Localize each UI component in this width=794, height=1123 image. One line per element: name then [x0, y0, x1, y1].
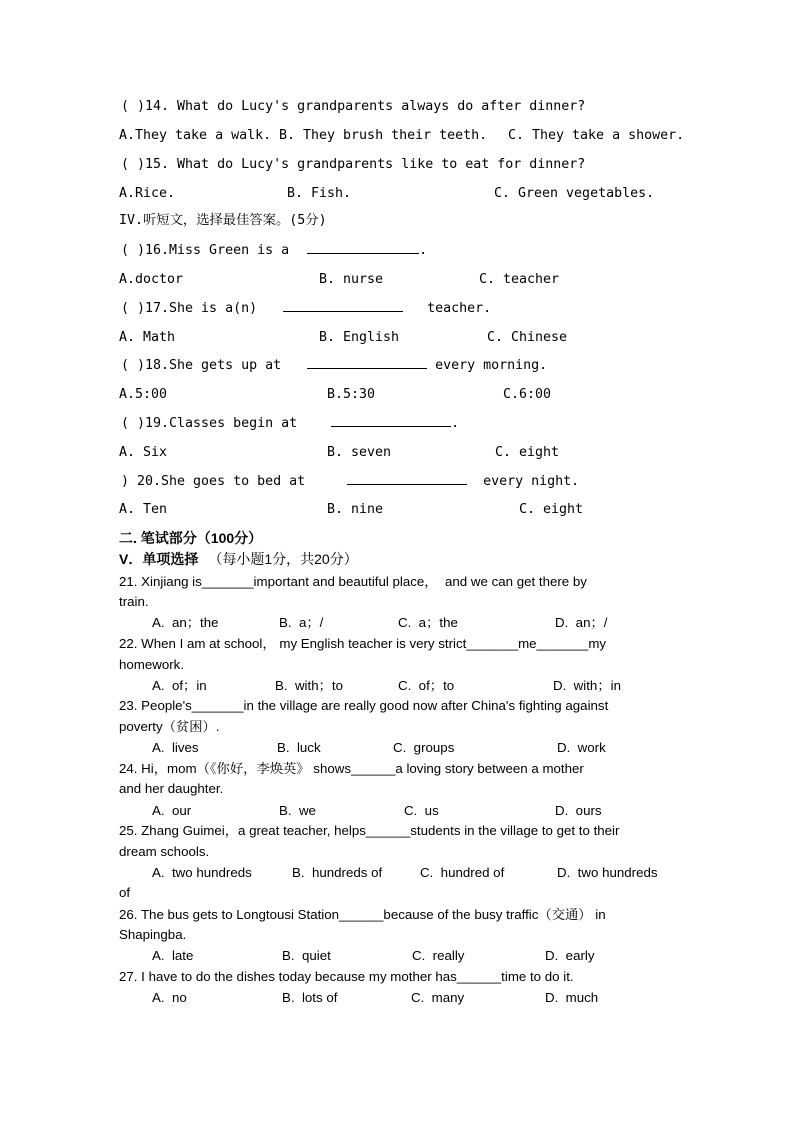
question-15-option-a: A.Rice. — [119, 186, 176, 201]
question-26-option-b: B. quiet — [282, 948, 331, 963]
question-26-option-c: C. really — [412, 948, 465, 963]
question-23-option-c: C. groups — [393, 740, 455, 755]
question-23-option-d: D. work — [557, 740, 606, 755]
question-18-option-a: A.5:00 — [119, 387, 168, 402]
question-25-line-1: 25. Zhang Guimei，a great teacher, helps______students in the village to get to their — [119, 823, 620, 838]
question-25-option-d: D. two hundreds — [557, 865, 658, 880]
question-17-end: teacher. — [427, 301, 492, 316]
question-19-stem — [121, 417, 459, 430]
question-19-end: . — [451, 416, 460, 431]
question-15-stem: ( )15. What do Lucy's grandparents like to eat for dinner? — [121, 157, 586, 172]
question-25-option-c: C. hundred of — [420, 865, 505, 880]
question-15-option-c: C. Green vegetables. — [494, 186, 655, 201]
question-22-option-b: B. with；to — [275, 678, 343, 693]
section-5-note: （每小题1分，共20分） — [208, 551, 358, 567]
question-20-end: every night. — [483, 474, 580, 489]
question-16-end: . — [419, 243, 428, 258]
question-16-text: ( )16.Miss Green is a — [121, 243, 290, 258]
question-25-option-a: A. two hundreds — [152, 865, 252, 880]
question-14-stem: ( )14. What do Lucy's grandparents always do after dinner? — [121, 99, 586, 114]
question-21-option-d: D. an；/ — [555, 615, 608, 630]
question-26-option-d: D. early — [545, 948, 595, 963]
question-16-option-b: B. nurse — [319, 272, 384, 287]
question-14-option-a: A.They take a walk. — [119, 128, 272, 143]
question-25-line-2: dream schools. — [119, 844, 210, 859]
section-5-title-line — [119, 552, 358, 566]
answer-blank — [307, 252, 419, 254]
question-18-option-c: C.6:00 — [503, 387, 552, 402]
question-19-option-c: C. eight — [495, 445, 560, 460]
question-24-option-a: A. our — [152, 803, 192, 818]
question-18-text: ( )18.She gets up at — [121, 358, 282, 373]
question-27-line-1: 27. I have to do the dishes today because my mother has______time to do it. — [119, 969, 574, 984]
question-24-line-2: and her daughter. — [119, 781, 224, 796]
answer-blank — [331, 425, 451, 427]
question-14-option-b: B. They brush their teeth. — [279, 128, 488, 143]
question-23-option-a: A. lives — [152, 740, 199, 755]
question-23-line-1: 23. People's_______in the village are really good now after China's fighting against — [119, 698, 609, 713]
answer-blank — [307, 367, 427, 369]
question-20-option-a: A. Ten — [119, 502, 168, 517]
question-21-option-c: C. a；the — [398, 615, 458, 630]
question-17-option-c: C. Chinese — [487, 330, 568, 345]
question-27-option-a: A. no — [152, 990, 187, 1005]
question-24-option-c: C. us — [404, 803, 439, 818]
section-4-title: IV.听短文，选择最佳答案。(5分) — [119, 213, 327, 228]
question-17-option-a: A. Math — [119, 330, 176, 345]
question-19-option-a: A. Six — [119, 445, 168, 460]
question-16-stem — [121, 244, 427, 257]
question-21-option-a: A. an；the — [152, 615, 219, 630]
question-23-line-2: poverty（贫困）. — [119, 719, 220, 734]
question-18-stem — [121, 359, 547, 372]
question-20-option-b: B. nine — [327, 502, 384, 517]
answer-blank — [347, 483, 467, 485]
question-20-text: ) 20.She goes to bed at — [121, 474, 306, 489]
question-26-option-a: A. late — [152, 948, 194, 963]
section-5-title: V．单项选择 — [119, 551, 199, 567]
question-22-line-2: homework. — [119, 657, 185, 672]
question-22-option-d: D. with；in — [553, 678, 621, 693]
question-25-option-b: B. hundreds of — [292, 865, 383, 880]
question-24-line-1: 24. Hi，mom（《你好，李焕英》 shows______a loving story between a mother — [119, 761, 584, 776]
question-26-line-1: 26. The bus gets to Longtousi Station______because of the busy traffic（交通） in — [119, 907, 606, 922]
question-25-line-3: of — [119, 885, 131, 900]
question-22-option-a: A. of；in — [152, 678, 207, 693]
question-27-option-b: B. lots of — [282, 990, 338, 1005]
question-20-stem — [121, 475, 579, 488]
question-14-option-c: C. They take a shower. — [508, 128, 685, 143]
question-20-option-c: C. eight — [519, 502, 584, 517]
question-26-line-2: Shapingba. — [119, 927, 187, 942]
question-16-option-c: C. teacher — [479, 272, 560, 287]
answer-blank — [283, 310, 403, 312]
question-21-option-b: B. a；/ — [279, 615, 324, 630]
question-17-text: ( )17.She is a(n) — [121, 301, 258, 316]
written-part-title: 二. 笔试部分（100分） — [119, 530, 263, 546]
question-19-text: ( )19.Classes begin at — [121, 416, 298, 431]
question-27-option-c: C. many — [411, 990, 465, 1005]
question-24-option-b: B. we — [279, 803, 316, 818]
question-16-option-a: A.doctor — [119, 272, 184, 287]
question-21-line-1: 21. Xinjiang is_______important and beautiful place， and we can get there by — [119, 574, 587, 589]
question-18-option-b: B.5:30 — [327, 387, 376, 402]
question-19-option-b: B. seven — [327, 445, 392, 460]
question-15-option-b: B. Fish. — [287, 186, 352, 201]
question-17-stem — [121, 302, 491, 315]
question-18-end: every morning. — [435, 358, 548, 373]
question-23-option-b: B. luck — [277, 740, 321, 755]
question-17-option-b: B. English — [319, 330, 400, 345]
question-21-line-2: train. — [119, 594, 149, 609]
question-22-option-c: C. of；to — [398, 678, 455, 693]
question-22-line-1: 22. When I am at school， my English teacher is very strict_______me_______my — [119, 636, 607, 651]
question-27-option-d: D. much — [545, 990, 599, 1005]
question-24-option-d: D. ours — [555, 803, 602, 818]
